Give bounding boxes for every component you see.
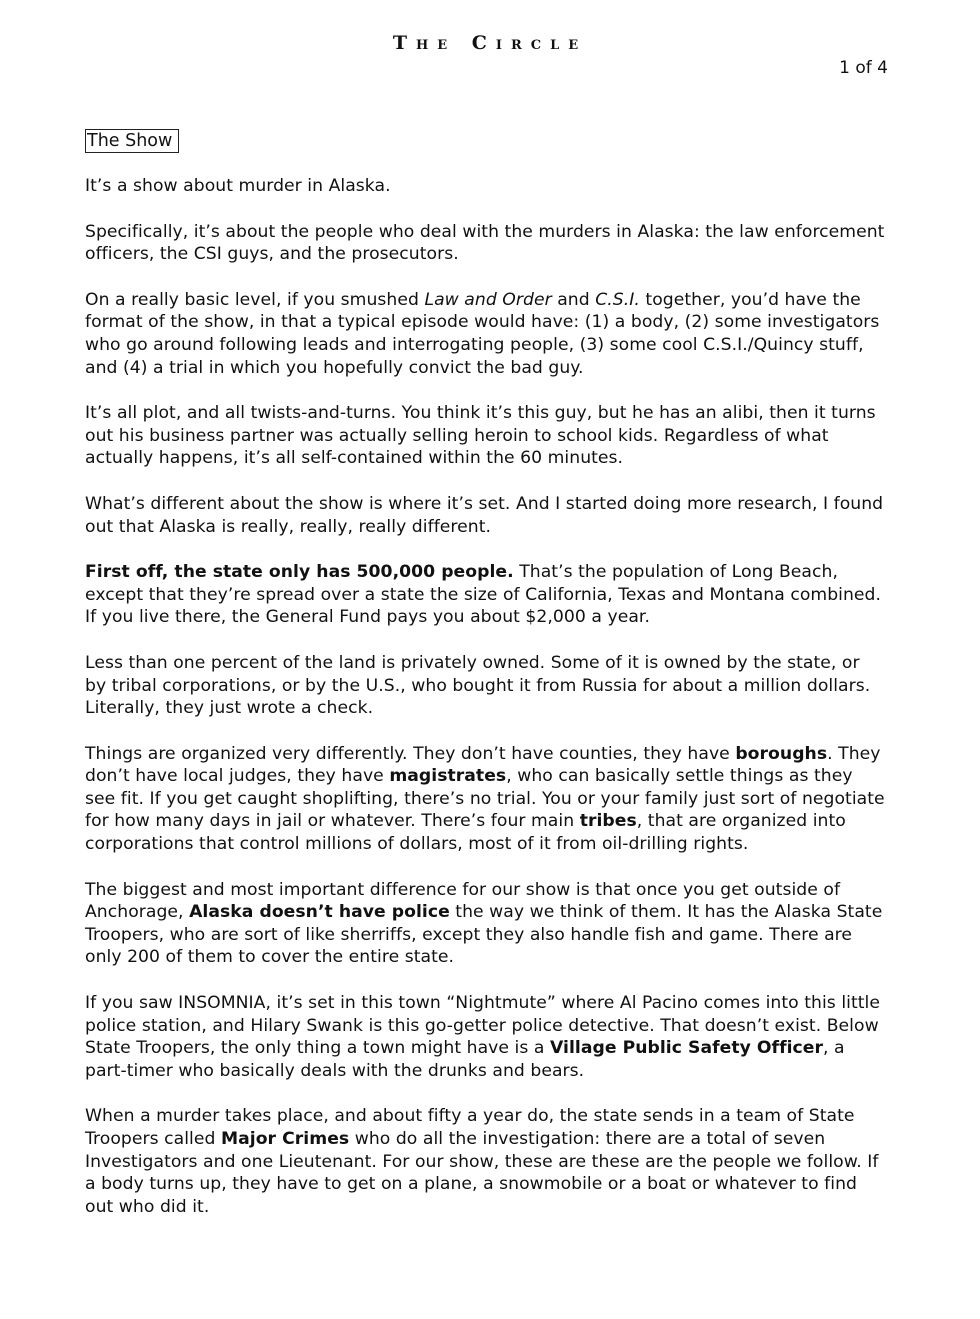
text-run: . They don’t have local judges, they have	[85, 743, 881, 787]
body-paragraph	[85, 1105, 885, 1218]
italic-text: C.S.I.	[595, 289, 640, 310]
bold-text: First off, the state only has 500,000 people.	[85, 562, 514, 583]
text-run: If you saw INSOMNIA, it’s set in this town “Nightmute” where Al Pacino comes into this little police station, and Hilary Swank is this go-getter police detective. That doesn’t exist. Below State Troopers, the only thing a town might have is a	[85, 993, 880, 1059]
text-run: When a murder takes place, and about fifty a year do, the state sends in a team of State Troopers called	[85, 1106, 855, 1149]
page-indicator: 1 of 4	[839, 58, 888, 78]
bold-text: Village Public Safety Officer	[549, 1038, 824, 1059]
text-run: It’s a show about murder in Alaska.	[85, 176, 391, 196]
bold-text: Major Crimes	[220, 1129, 350, 1149]
body-paragraph	[85, 561, 885, 629]
section-heading-box: The Show	[85, 129, 179, 153]
document-body	[85, 175, 885, 1241]
bold-text: Alaska doesn’t have police	[189, 902, 450, 923]
text-run: together, you’d have the format of the show, in that a typical episode would have: (1) a body, (2) some investigators who go around following leads and interrogating people, (3) some cool C.S.I./Quincy stuff, and (4) a trial in which you hopefully convict the bad guy.	[85, 289, 880, 378]
body-paragraph	[85, 175, 885, 198]
document-title: The Circle	[392, 32, 588, 54]
text-run: the way we think of them. It has the Alaska State Troopers, who are sort of like sherriffs, except they also handle fish and game. There are only 200 of them to cover the entire state.	[85, 902, 883, 968]
italic-text: Law and Order	[424, 289, 552, 310]
text-run: Less than one percent of the land is privately owned. Some of it is owned by the state, or by tribal corporations, or by the U.S., who bought it from Russia for about a million dollars. Literally, they just wrote a check.	[85, 652, 871, 719]
bold-text: boroughs	[735, 743, 828, 764]
text-run: , that are organized into corporations that control millions of dollars, most of it from oil-drilling rights.	[85, 811, 846, 855]
body-paragraph	[85, 402, 885, 470]
text-run: who do all the investigation: there are a total of seven Investigators and one Lieutenant. For our show, these are these are the people we follow. If a body turns up, they have to get on a plane, a snowmobile or a boat or whatever to find out who did it.	[85, 1129, 879, 1217]
text-run: and	[551, 289, 596, 310]
text-run: That’s the population of Long Beach, except that they’re spread over a state the size of California, Texas and Montana combined. If you live there, the General Fund pays you about $2,000 a year.	[85, 562, 882, 628]
text-run: What’s different about the show is where it’s set. And I started doing more research, I found out that Alaska is really, really, really different.	[85, 493, 884, 537]
text-run: , who can basically settle things as they see fit. If you get caught shoplifting, there’s no trial. You or your family just sort of negotiate for how many days in jail or whatever. There’s four main	[85, 766, 885, 832]
text-run: The biggest and most important difference for our show is that once you get outside of Anchorage,	[85, 879, 841, 923]
body-paragraph	[85, 992, 885, 1082]
body-paragraph	[85, 221, 885, 266]
bold-text: tribes	[579, 811, 637, 832]
text-run: , a part-timer who basically deals with the drunks and bears.	[85, 1038, 845, 1081]
body-paragraph	[85, 879, 885, 969]
text-run: Specifically, it’s about the people who deal with the murders in Alaska: the law enforcement officers, the CSI guys, and the prosecutors.	[85, 221, 885, 265]
body-paragraph	[85, 493, 885, 538]
bold-text: magistrates	[389, 766, 507, 787]
text-run: Things are organized very differently. They don’t have counties, they have	[85, 743, 736, 764]
text-run: It’s all plot, and all twists-and-turns. You think it’s this guy, but he has an alibi, then it turns out his business partner was actually selling heroin to school kids. Regardless of what actually happens, it’s all self-contained within the 60 minutes.	[85, 403, 876, 469]
body-paragraph	[85, 289, 885, 379]
body-paragraph	[85, 743, 885, 856]
text-run: On a really basic level, if you smushed	[85, 289, 425, 310]
body-paragraph	[85, 652, 885, 720]
